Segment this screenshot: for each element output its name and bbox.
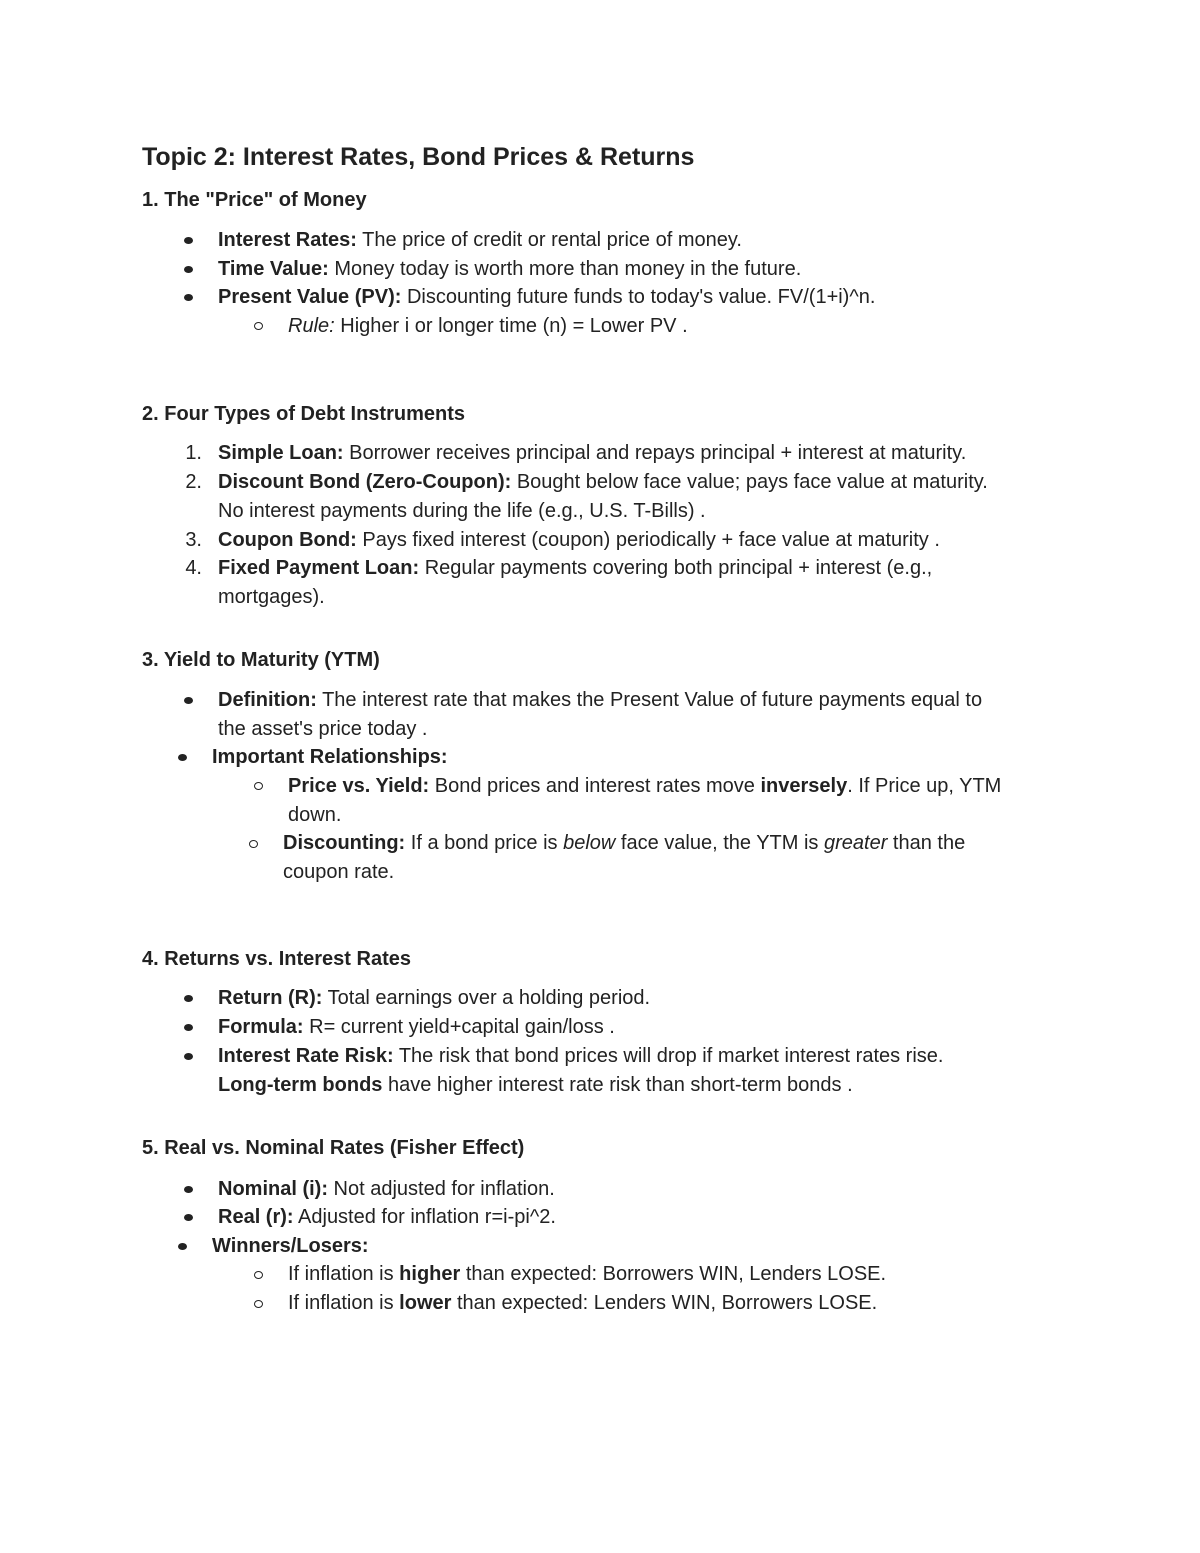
term-text: than expected: Borrowers WIN, Lenders LOSE. <box>460 1263 887 1285</box>
term-text: The risk that bond prices will drop if market interest rates rise. <box>393 1045 944 1067</box>
list-subitem <box>288 1262 886 1286</box>
list-item <box>212 745 448 769</box>
bullet-icon <box>184 266 193 273</box>
section-5-heading: 5. Real vs. Nominal Rates (Fisher Effect) <box>142 1137 525 1159</box>
term-text: The interest rate that makes the Present Value of future payments equal to <box>316 689 983 711</box>
term-label: Formula: <box>218 1016 304 1038</box>
term-text: Pays fixed interest (coupon) periodically + face value at maturity . <box>356 529 940 551</box>
bullet-icon <box>184 294 193 301</box>
list-item <box>212 1234 369 1258</box>
emphasis-text: greater <box>823 832 888 854</box>
term-label: Simple Loan: <box>218 442 344 464</box>
term-label: Coupon Bond: <box>218 529 357 551</box>
bullet-icon <box>178 1243 187 1250</box>
list-item <box>218 1044 943 1068</box>
term-text: Money today is worth more than money in the future. <box>328 258 802 280</box>
sub-bullet-icon <box>249 840 258 848</box>
list-item <box>218 528 940 552</box>
emphasis-text: lower <box>399 1292 452 1314</box>
term-text: The price of credit or rental price of money. <box>356 229 742 251</box>
bullet-icon <box>184 1186 193 1193</box>
page-title: Topic 2: Interest Rates, Bond Prices & Returns <box>142 143 695 171</box>
term-text: than expected: Lenders WIN, Borrowers LOSE. <box>451 1292 878 1314</box>
term-text: have higher interest rate risk than short-term bonds . <box>382 1074 853 1096</box>
list-number: 4. <box>185 557 202 579</box>
section-1-heading: 1. The "Price" of Money <box>142 189 367 211</box>
term-text: Regular payments covering both principal + interest (e.g., <box>419 557 933 579</box>
section-2-heading: 2. Four Types of Debt Instruments <box>142 403 465 425</box>
term-text: . If Price up, YTM <box>847 775 1002 797</box>
term-text: If inflation is <box>288 1263 400 1285</box>
term-label: Rule: <box>288 315 335 337</box>
term-text: Bought below face value; pays face value at maturity. <box>511 471 988 493</box>
bullet-icon <box>184 697 193 704</box>
bullet-icon <box>184 995 193 1002</box>
list-item <box>218 470 988 494</box>
section-3-heading: 3. Yield to Maturity (YTM) <box>142 649 380 671</box>
term-text: Total earnings over a holding period. <box>322 987 651 1009</box>
emphasis-text: Long-term bonds <box>218 1074 383 1096</box>
list-subitem <box>283 831 965 855</box>
bullet-icon <box>184 1214 193 1221</box>
list-item <box>218 1177 555 1201</box>
term-label: Nominal (i): <box>218 1178 328 1200</box>
term-text: Discounting future funds to today's value. FV/(1+i)^n. <box>401 286 876 308</box>
term-label: Price vs. Yield: <box>288 775 430 797</box>
list-number: 3. <box>185 529 202 551</box>
section-4-heading: 4. Returns vs. Interest Rates <box>142 948 411 970</box>
term-label: Definition: <box>218 689 317 711</box>
list-subitem-continuation: down. <box>288 804 342 826</box>
list-subitem-continuation: coupon rate. <box>283 861 395 883</box>
term-text: Bond prices and interest rates move <box>429 775 761 797</box>
list-item-continuation: mortgages). <box>218 586 325 608</box>
list-item <box>218 556 932 580</box>
emphasis-text: higher <box>399 1263 461 1285</box>
emphasis-text: inversely <box>760 775 848 797</box>
list-item <box>218 228 742 252</box>
list-subitem <box>288 774 1001 798</box>
list-item-continuation: No interest payments during the life (e.g., U.S. T-Bills) . <box>218 500 706 522</box>
bullet-icon <box>184 1024 193 1031</box>
list-item-continuation: the asset's price today . <box>218 718 428 740</box>
term-text: Adjusted for inflation r=i-pi^2. <box>293 1206 556 1228</box>
term-label: Fixed Payment Loan: <box>218 557 420 579</box>
list-item-continuation <box>218 1073 853 1097</box>
list-subitem <box>288 1291 877 1315</box>
term-text: Not adjusted for inflation. <box>328 1178 555 1200</box>
sub-bullet-icon <box>254 782 263 790</box>
sub-bullet-icon <box>254 1300 263 1308</box>
emphasis-text: below <box>563 832 616 854</box>
list-item <box>218 285 875 309</box>
list-number: 1. <box>185 442 202 464</box>
term-text: Higher i or longer time (n) = Lower PV . <box>334 315 688 337</box>
term-label: Return (R): <box>218 987 323 1009</box>
list-item <box>218 1015 615 1039</box>
term-text: If inflation is <box>288 1292 400 1314</box>
list-item <box>218 257 801 281</box>
sub-bullet-icon <box>254 1271 263 1279</box>
term-label: Interest Rates: <box>218 229 357 251</box>
term-label: Important Relationships: <box>212 746 448 768</box>
bullet-icon <box>178 754 187 761</box>
sub-bullet-icon <box>254 322 263 330</box>
term-text: If a bond price is <box>405 832 564 854</box>
list-item <box>218 688 982 712</box>
list-number: 2. <box>185 471 202 493</box>
term-label: Discounting: <box>283 832 406 854</box>
term-label: Interest Rate Risk: <box>218 1045 394 1067</box>
term-text: than the <box>887 832 966 854</box>
list-item <box>218 1205 556 1229</box>
bullet-icon <box>184 237 193 244</box>
term-label: Real (r): <box>218 1206 294 1228</box>
list-item <box>218 441 966 465</box>
bullet-icon <box>184 1053 193 1060</box>
list-item <box>218 986 650 1010</box>
term-label: Time Value: <box>218 258 329 280</box>
term-label: Present Value (PV): <box>218 286 402 308</box>
term-label: Discount Bond (Zero-Coupon): <box>218 471 512 493</box>
term-label: Winners/Losers: <box>212 1235 369 1257</box>
term-text: R= current yield+capital gain/loss . <box>303 1016 615 1038</box>
term-text: face value, the YTM is <box>615 832 824 854</box>
term-text: Borrower receives principal and repays principal + interest at maturity. <box>343 442 967 464</box>
list-subitem <box>288 314 688 338</box>
